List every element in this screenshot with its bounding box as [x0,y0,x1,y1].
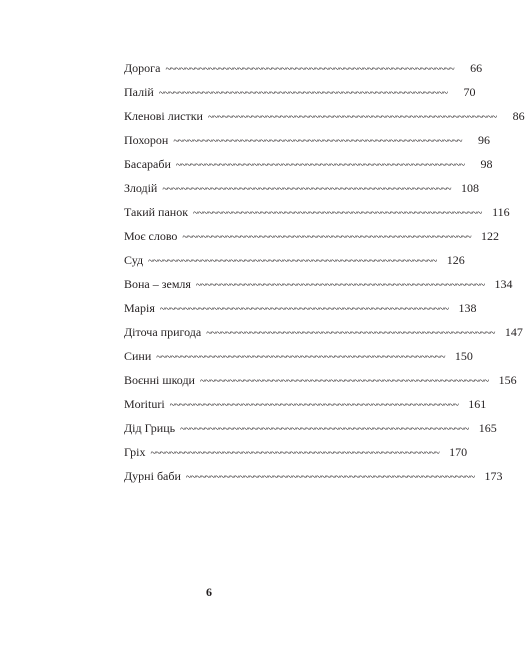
toc-entry-leader: ~~~~~~~~~~~~~~~~~~~~~~~~~~~~~~~~~~~~~~~~~~~~~~~~~~~~~~~~~~~~ [185,472,475,483]
toc-entry-page: 98 [480,157,493,171]
toc-entry-page: 147 [504,325,523,339]
toc-entry [124,368,517,392]
toc-entry [124,248,465,272]
toc-entry-title: Похорон [124,133,169,147]
toc-entry-title: Дурні баби [124,469,181,483]
toc-entry-page: 138 [458,301,477,315]
toc-entry-leader: ~~~~~~~~~~~~~~~~~~~~~~~~~~~~~~~~~~~~~~~~~~~~~~~~~~~~~~~~~~~~ [195,280,485,291]
toc-entry-title: Басараби [124,157,171,171]
toc-entry [124,80,476,104]
toc-entry-title: Моє слово [124,229,178,243]
toc-entry-leader: ~~~~~~~~~~~~~~~~~~~~~~~~~~~~~~~~~~~~~~~~~~~~~~~~~~~~~~~~~~~~ [180,424,469,435]
toc-entry [124,128,490,152]
toc-entry-title: Палій [124,85,154,99]
toc-entry-leader: ~~~~~~~~~~~~~~~~~~~~~~~~~~~~~~~~~~~~~~~~~~~~~~~~~~~~~~~~~~~~ [175,160,465,171]
toc-entry-leader: ~~~~~~~~~~~~~~~~~~~~~~~~~~~~~~~~~~~~~~~~~~~~~~~~~~~~~~~~~~~~ [150,448,440,459]
toc-entry-title: Вона – земля [124,277,191,291]
toc-entry-title: Сини [124,349,152,363]
toc-entry-page: 134 [494,277,513,291]
toc-entry-leader: ~~~~~~~~~~~~~~~~~~~~~~~~~~~~~~~~~~~~~~~~~~~~~~~~~~~~~~~~~~~~ [156,352,445,363]
toc-entry [124,296,477,320]
toc-entry-title: Дід Гриць [124,421,176,435]
toc-entry-page: 173 [484,469,503,483]
toc-entry-page: 156 [498,373,517,387]
toc-entry-leader: ~~~~~~~~~~~~~~~~~~~~~~~~~~~~~~~~~~~~~~~~~~~~~~~~~~~~~~~~~~~~ [165,64,455,75]
toc-entry-page: 161 [468,397,487,411]
toc-entry-page: 96 [477,133,490,147]
toc-entry-leader: ~~~~~~~~~~~~~~~~~~~~~~~~~~~~~~~~~~~~~~~~~~~~~~~~~~~~~~~~~~~~ [182,232,472,243]
toc-entry-page: 70 [463,85,476,99]
toc-entry [124,152,493,176]
toc-entry-title: Злодій [124,181,158,195]
toc-entry-page: 170 [449,445,468,459]
toc-entry [124,440,468,464]
toc-entry [124,320,523,344]
toc-entry [124,200,510,224]
toc-entry-title: Суд [124,253,144,267]
toc-entry-title: Кленові листки [124,109,203,123]
toc-entry [124,344,473,368]
toc-entry [124,104,525,128]
toc-entry-page: 165 [478,421,497,435]
toc-entry [124,56,483,80]
page-number: 6 [206,585,212,599]
toc-entry-leader: ~~~~~~~~~~~~~~~~~~~~~~~~~~~~~~~~~~~~~~~~~~~~~~~~~~~~~~~~~~~~ [162,184,451,195]
toc-entry-page: 66 [470,61,483,75]
toc-entry-page: 122 [481,229,500,243]
toc-entry-leader: ~~~~~~~~~~~~~~~~~~~~~~~~~~~~~~~~~~~~~~~~~~~~~~~~~~~~~~~~~~~~ [148,256,437,267]
table-of-contents [124,56,525,488]
toc-entry-title: Діточа пригода [124,325,202,339]
toc-entry [124,416,497,440]
toc-entry-title: Гріх [124,445,146,459]
toc-entry [124,392,487,416]
toc-entry [124,464,503,488]
toc-entry-page: 116 [492,205,510,219]
toc-entry [124,176,479,200]
toc-entry-page: 108 [460,181,479,195]
toc-entry [124,224,500,248]
toc-entry-page: 86 [512,109,525,123]
toc-entry [124,272,513,296]
toc-entry-title: Марія [124,301,155,315]
toc-entry-title: Morituri [124,397,165,411]
toc-entry-title: Дорога [124,61,161,75]
toc-entry-title: Воєнні шкоди [124,373,195,387]
toc-entry-leader: ~~~~~~~~~~~~~~~~~~~~~~~~~~~~~~~~~~~~~~~~~~~~~~~~~~~~~~~~~~~~ [173,136,462,147]
toc-entry-page: 126 [446,253,465,267]
toc-entry-leader: ~~~~~~~~~~~~~~~~~~~~~~~~~~~~~~~~~~~~~~~~~~~~~~~~~~~~~~~~~~~~ [207,112,497,123]
toc-entry-leader: ~~~~~~~~~~~~~~~~~~~~~~~~~~~~~~~~~~~~~~~~~~~~~~~~~~~~~~~~~~~~ [206,328,495,339]
toc-entry-title: Такий панок [124,205,189,219]
toc-entry-leader: ~~~~~~~~~~~~~~~~~~~~~~~~~~~~~~~~~~~~~~~~~~~~~~~~~~~~~~~~~~~~ [199,376,489,387]
toc-entry-leader: ~~~~~~~~~~~~~~~~~~~~~~~~~~~~~~~~~~~~~~~~~~~~~~~~~~~~~~~~~~~~ [169,400,459,411]
toc-entry-leader: ~~~~~~~~~~~~~~~~~~~~~~~~~~~~~~~~~~~~~~~~~~~~~~~~~~~~~~~~~~~~ [159,304,449,315]
toc-entry-leader: ~~~~~~~~~~~~~~~~~~~~~~~~~~~~~~~~~~~~~~~~~~~~~~~~~~~~~~~~~~~~ [158,88,448,99]
toc-entry-page: 150 [454,349,473,363]
toc-entry-leader: ~~~~~~~~~~~~~~~~~~~~~~~~~~~~~~~~~~~~~~~~~~~~~~~~~~~~~~~~~~~~ [193,208,482,219]
